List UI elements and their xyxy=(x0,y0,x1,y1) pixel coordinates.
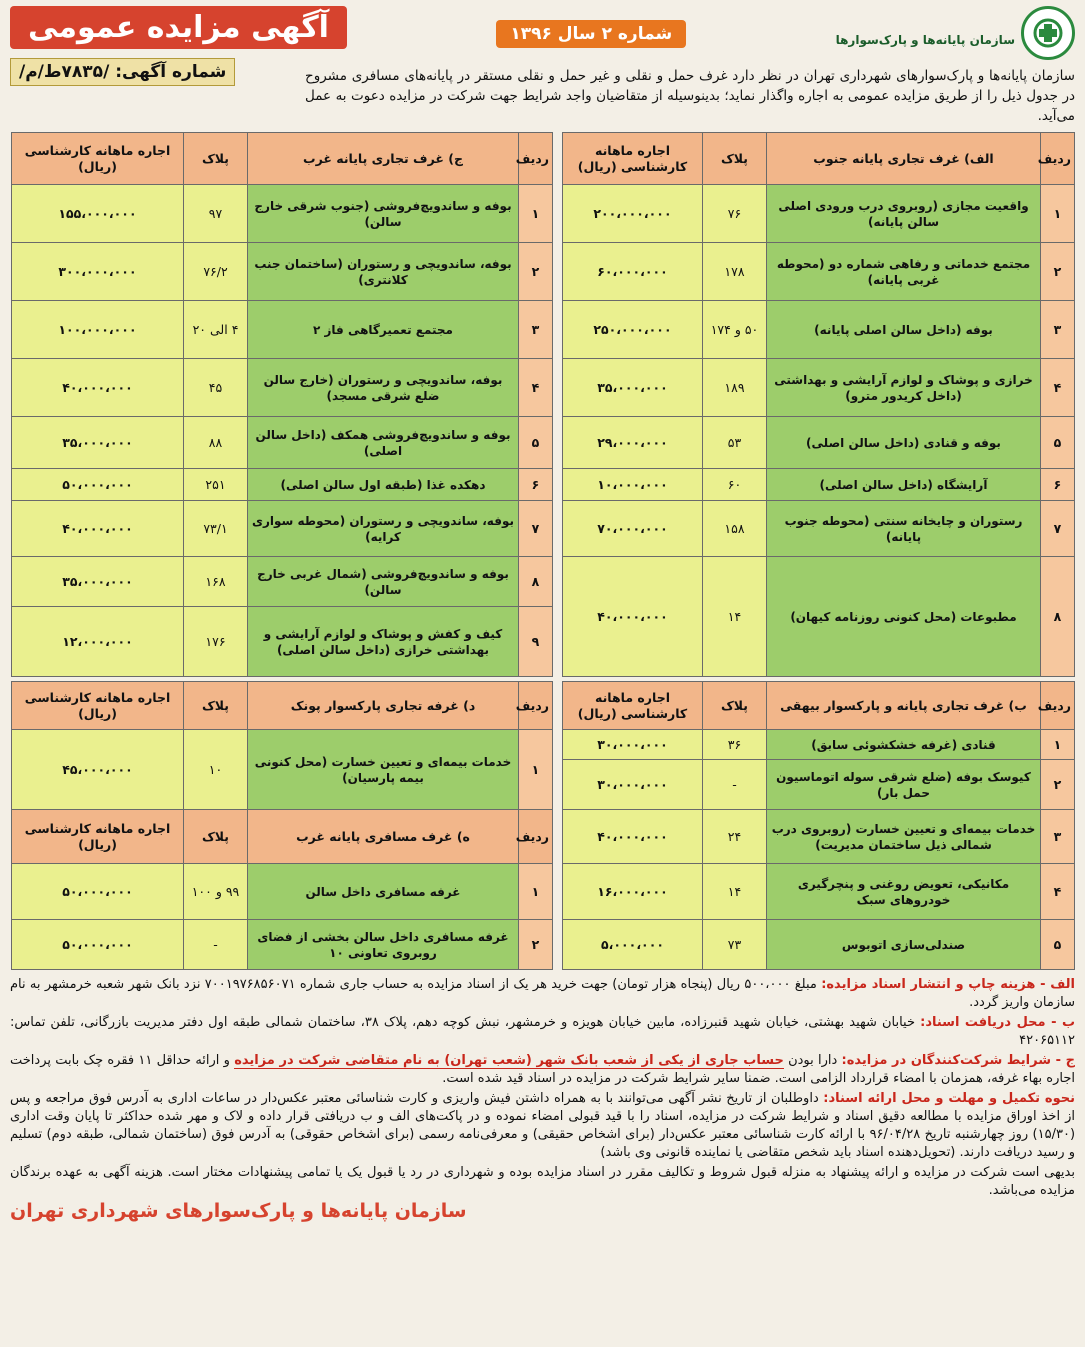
table-row: ۵ بوفه و قنادی (داخل سالن اصلی) ۵۳ ۲۹،۰۰۰،۰۰۰ ۵ بوفه و ساندویچ‌فروشی همکف (داخل سالن اصلی) ۸۸ ۳۵،۰۰۰،۰۰۰ xyxy=(12,417,1075,469)
table-row: ۹ کیف و کفش و پوشاک و لوازم آرایشی و بهداشتی خرازی (داخل سالن اصلی) ۱۷۶ ۱۲،۰۰۰،۰۰۰ xyxy=(12,607,1075,677)
org-logo-block xyxy=(836,6,1075,60)
org-logo-text: سازمان پایانه‌ها و پارک‌سوارها xyxy=(835,33,1015,47)
term-c-text: و ارائه حداقل ۱۱ فقره چک بابت پرداخت اجاره بهاء غرفه، همزمان با امضاء قرارداد الزامی است. ضمنا سایر شرایط شرکت در مزایده در اسناد قید شده است. xyxy=(10,1053,1075,1086)
term-c-pre: دارا بودن xyxy=(788,1053,838,1068)
col-beyhaghi-title: ب) غرف تجاری پایانه و پارکسوار بیهقی xyxy=(767,682,1041,730)
table-row: ۶ آرایشگاه (داخل سالن اصلی) ۶۰ ۱۰،۰۰۰،۰۰۰ ۶ دهکده غذا (طبقه اول سالن اصلی) ۲۵۱ ۵۰،۰۰۰،۰۰۰ xyxy=(12,469,1075,501)
table-south-west xyxy=(11,132,1075,677)
logo-emblem-icon xyxy=(1031,16,1065,50)
col-rent: اجاره ماهانه کارشناسی (ریال) xyxy=(12,133,184,185)
table2-header-row: ردیف ب) غرف تجاری پایانه و پارکسوار بیهقی پلاک اجاره ماهانه کارشناسی (ریال) ردیف د) غرفه تجاری پارکسوار پونک پلاک اجاره ماهانه کارشناسی (ریال) xyxy=(12,682,1075,730)
table-row: ۳ خدمات بیمه‌ای و تعیین خسارت (روبروی درب شمالی ذیل ساختمان مدیریت) ۲۴ ۴۰،۰۰۰،۰۰۰ ردیف ه) غرف مسافری پایانه غرب پلاک اجاره ماهانه کارشناسی (ریال) xyxy=(12,810,1075,864)
col-west-passenger-title: ه) غرف مسافری پایانه غرب xyxy=(248,810,519,864)
table-row: ۴ خرازی و پوشاک و لوازم آرایشی و بهداشتی (داخل کریدور مترو) ۱۸۹ ۳۵،۰۰۰،۰۰۰ ۴ بوفه، ساندویچی و رستوران (خارج سالن ضلع شرقی مسجد) ۴۵ ۴۰،۰۰۰،۰۰۰ xyxy=(12,359,1075,417)
signature: سازمان پایانه‌ها و پارک‌سوارهای شهرداری تهران xyxy=(10,1200,467,1222)
term-c-label: ج - شرایط شرکت‌کنندگان در مزایده: xyxy=(841,1053,1076,1068)
term-d xyxy=(10,1090,1075,1162)
col-radif: ردیف xyxy=(1041,133,1075,185)
term-c xyxy=(10,1052,1075,1088)
col-south-title: الف) غرف تجاری پایانه جنوب xyxy=(767,133,1041,185)
ad-number-badge: شماره آگهی: /۷۸۳۵ط/م/ xyxy=(10,58,235,86)
col-west-title: ج) غرف تجاری پایانه غرب xyxy=(248,133,519,185)
term-a xyxy=(10,976,1075,1012)
col-radif: ردیف xyxy=(519,133,553,185)
term-b-label: ب - محل دریافت اسناد: xyxy=(920,1015,1076,1030)
term-b-text: خیابان شهید بهشتی، خیابان شهید قنبرزاده، مابین خیابان هویزه و خرمشهر، نبش کوچه دهم، پلاک ۳۸، ساختمان شمالی طبقه اول دفتر مدیریت بازرگانی، تلفن تماس: ۴۲۰۶۵۱۱۲ xyxy=(10,1015,1075,1048)
ad-headline: آگهی مزایده عمومی xyxy=(10,6,347,49)
intro-section xyxy=(10,62,1075,126)
table-row: ۷ رستوران و چایخانه سنتی (محوطه جنوب پایانه) ۱۵۸ ۷۰،۰۰۰،۰۰۰ ۷ بوفه، ساندویچی و رستوران (محوطه سواری کرایه) ۷۳/۱ ۴۰،۰۰۰،۰۰۰ xyxy=(12,501,1075,557)
col-pelak: پلاک xyxy=(184,133,248,185)
table-row: ۱ واقعیت مجازی (روبروی درب ورودی اصلی سالن پایانه) ۷۶ ۲۰۰،۰۰۰،۰۰۰ ۱ بوفه و ساندویچ‌فروشی (جنوب شرقی خارج سالن) ۹۷ ۱۵۵،۰۰۰،۰۰۰ xyxy=(12,185,1075,243)
term-a-text: مبلغ ۵۰۰،۰۰۰ ریال (پنجاه هزار تومان) جهت خرید هر یک از اسناد مزایده به حساب جاری شماره ۷۰۰۱۹۷۶۸۵۶۰۷۱ نزد بانک شهر شعبه خرمشهر به نام سازمان واریز گردد. xyxy=(10,977,1075,1010)
table-row: ۳ بوفه (داخل سالن اصلی پایانه) ۵۰ و ۱۷۴ ۲۵۰،۰۰۰،۰۰۰ ۳ مجتمع تعمیرگاهی فاز ۲ ۴ الی ۲۰ ۱۰۰،۰۰۰،۰۰۰ xyxy=(12,301,1075,359)
term-c-highlight: حساب جاری از یکی از شعب بانک شهر (شعب تهران) به نام متقاضی شرکت در مزایده xyxy=(234,1053,784,1068)
term-d-text: داوطلبان از تاریخ نشر آگهی می‌توانند با به همراه داشتن فیش واریزی و کارت شناسائی معتبر عکس‌دار در ساعات اداری به آدرس فوق مراجعه و پس از اخذ اوراق مزایده با مطالعه دقیق اسناد و شرایط شرکت در مزایده، اسناد را با قید قبولی امضاء نموده و در پاکت‌های الف و ب دریافتی قرار داده و لاک و مهر شده حداکثر تا پایان وقت اداری (۱۵/۳۰) روز چهارشنبه تاریخ ۹۶/۰۴/۲۸ با ارائه کارت شناسائی معتبر عکس‌دار (برای اشخاص حقیقی) و معرفی‌نامه رسمی (برای اشخاص حقوقی) به آدرس فوق (ساختمان شمالی، طبقه دوم) تسلیم و رسید دریافت دارند. (تحویل‌دهنده اسناد باید شخص متقاضی یا نماینده قانونی وی باشد) xyxy=(10,1091,1076,1160)
col-poonak-title: د) غرفه تجاری پارکسوار پونک xyxy=(248,682,519,730)
table1-header-row xyxy=(12,133,1075,185)
table-beyhaghi-poonak xyxy=(11,681,1075,970)
terms-section xyxy=(10,976,1075,1220)
table-row: ۸ مطبوعات (محل کنونی روزنامه کیهان) ۱۴ ۴۰،۰۰۰،۰۰۰ ۸ بوفه و ساندویچ‌فروشی (شمال غربی خارج سالن) ۱۶۸ ۳۵،۰۰۰،۰۰۰ xyxy=(12,557,1075,607)
intro-text: سازمان پایانه‌ها و پارک‌سوارهای شهرداری تهران در نظر دارد غرف حمل و نقلی و غیر حمل و نقلی مستقر در پایانه‌های مسافری مشروح در جدول ذیل را از طریق مزایده عمومی به اجاره واگذار نماید؛ بدینوسیله از متقاضیان واجد شرایط جهت شرکت در مزایده دعوت به عمل می‌آید. xyxy=(305,68,1075,124)
issue-badge: شماره ۲ سال ۱۳۹۶ xyxy=(496,20,686,48)
table-row: ۴ مکانیکی، تعویض روغنی و پنچرگیری خودروهای سبک ۱۴ ۱۶،۰۰۰،۰۰۰ ۱ غرفه مسافری داخل سالن ۹۹ و ۱۰۰ ۵۰،۰۰۰،۰۰۰ xyxy=(12,864,1075,920)
top-bar xyxy=(10,6,1075,64)
term-b xyxy=(10,1014,1075,1050)
table-row: ۲ کیوسک بوفه (ضلع شرقی سوله اتوماسیون حمل بار) - ۳۰،۰۰۰،۰۰۰ xyxy=(12,760,1075,810)
col-rent: اجاره ماهانه کارشناسی (ریال) xyxy=(563,133,703,185)
table-row: ۲ مجتمع خدماتی و رفاهی شماره دو (محوطه غربی پایانه) ۱۷۸ ۶۰،۰۰۰،۰۰۰ ۲ بوفه، ساندویچی و رستوران (ساختمان جنب کلانتری) ۷۶/۲ ۳۰۰،۰۰۰،۰۰۰ xyxy=(12,243,1075,301)
term-e: بدیهی است شرکت در مزایده و ارائه پیشنهاد به منزله قبول شروط و تکالیف مقرر در اسناد مزایده بوده و شهرداری در رد یا قبول یک یا تمامی پیشنهادات مختار است. هزینه آگهی به عهده برندگان مزایده می‌باشد. xyxy=(10,1165,1075,1198)
table-row: ۵ صندلی‌سازی اتوبوس ۷۳ ۵،۰۰۰،۰۰۰ ۲ غرفه مسافری داخل سالن بخشی از فضای روبروی تعاونی ۱۰ - ۵۰،۰۰۰،۰۰۰ xyxy=(12,920,1075,970)
table-row: ۱ قنادی (غرفه خشکشوئی سابق) ۳۶ ۳۰،۰۰۰،۰۰۰ ۱ خدمات بیمه‌ای و تعیین خسارت (محل کنونی بیمه پارسیان) ۱۰ ۴۵،۰۰۰،۰۰۰ xyxy=(12,730,1075,760)
col-pelak: پلاک xyxy=(703,133,767,185)
term-a-label: الف - هزینه چاپ و انتشار اسناد مزایده: xyxy=(821,977,1076,992)
org-logo-icon xyxy=(1021,6,1075,60)
term-d-label: نحوه تکمیل و مهلت و محل ارائه اسناد: xyxy=(823,1091,1075,1106)
